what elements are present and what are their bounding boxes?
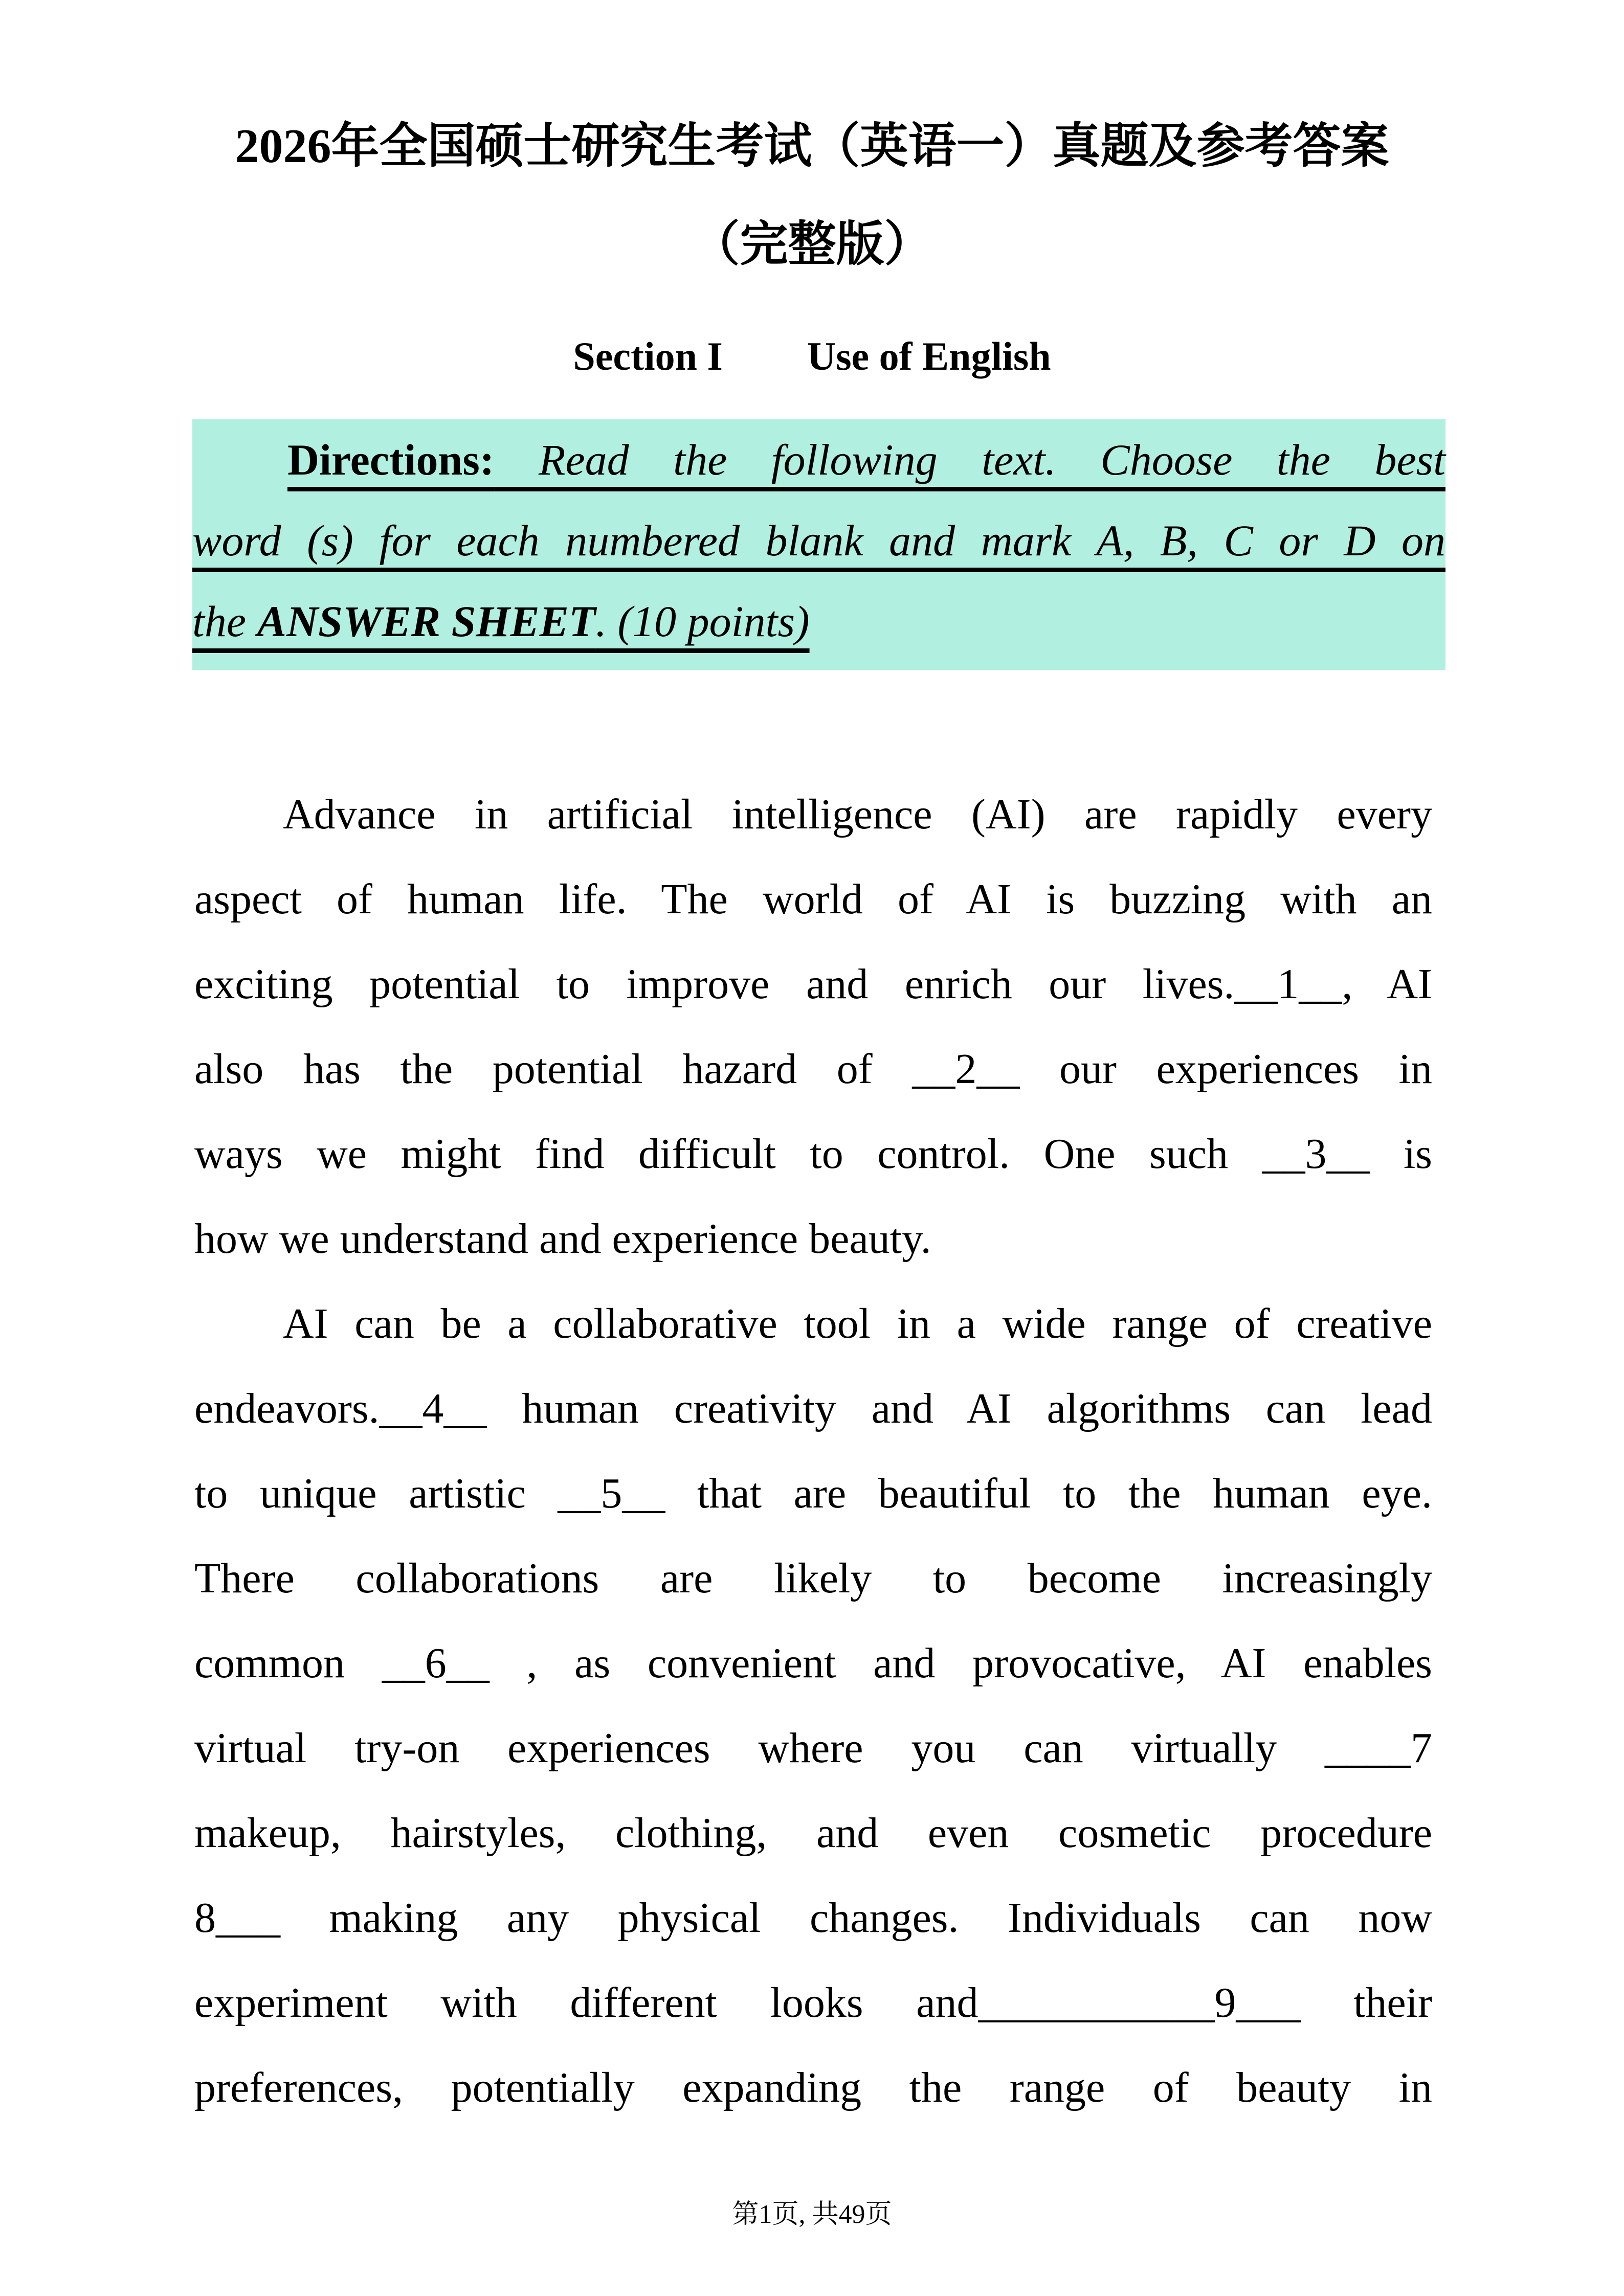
- passage-line: virtual try-on experiences where you can virtually ____7: [194, 1724, 1432, 1772]
- directions-box: [192, 419, 1445, 670]
- section-title: Use of English: [807, 334, 1051, 378]
- section-label: Section I: [573, 334, 723, 378]
- cloze-passage: [194, 772, 1432, 2130]
- document-title-line1: 2026年全国硕士研究生考试（英语一）真题及参考答案: [235, 120, 1389, 173]
- document-title-line2: （完整版）: [692, 218, 932, 271]
- passage-line: preferences, potentially expanding the range of beauty in: [194, 2064, 1432, 2111]
- answer-sheet-emphasis: ANSWER SHEET: [257, 597, 596, 646]
- directions-line-1: [192, 419, 1445, 500]
- passage-line: to unique artistic __5__ that are beautiful to the human eye.: [194, 1470, 1432, 1517]
- directions-line-3: [192, 581, 1445, 662]
- directions-line3-pre: the: [192, 597, 257, 646]
- directions-line-2: word (s) for each numbered blank and mark A, B, C or D on: [192, 516, 1445, 565]
- passage-line: There collaborations are likely to become increasingly: [194, 1555, 1432, 1602]
- passage-line: 8___ making any physical changes. Individuals can now: [194, 1894, 1432, 1942]
- passage-line: endeavors.__4__ human creativity and AI algorithms can lead: [194, 1385, 1432, 1432]
- passage-line: aspect of human life. The world of AI is buzzing with an: [194, 875, 1432, 923]
- directions-line3-post: . (10 points): [595, 597, 810, 646]
- passage-line: common __6__ , as convenient and provocative, AI enables: [194, 1639, 1432, 1687]
- directions-label: Directions:: [287, 435, 495, 484]
- passage-paragraph-2: [194, 1281, 1432, 2130]
- directions-line1-text: Read the following text. Choose the best: [494, 435, 1445, 484]
- page-number-footer: 第1页, 共49页: [732, 2200, 892, 2229]
- passage-line: AI can be a collaborative tool in a wide range of creative: [283, 1300, 1432, 1347]
- passage-line: experiment with different looks and___________9___ their: [194, 1979, 1432, 2027]
- section-heading: [0, 334, 1624, 378]
- passage-line: Advance in artificial intelligence (AI) are rapidly every: [283, 791, 1432, 838]
- passage-line: also has the potential hazard of __2__ our experiences in: [194, 1045, 1432, 1093]
- passage-line: exciting potential to improve and enrich our lives.__1__, AI: [194, 960, 1432, 1008]
- passage-paragraph-1: [194, 772, 1432, 1281]
- passage-line: makeup, hairstyles, clothing, and even cosmetic procedure: [194, 1809, 1432, 1857]
- passage-line: ways we might find difficult to control. One such __3__ is: [194, 1130, 1432, 1178]
- passage-line: how we understand and experience beauty.: [194, 1215, 931, 1263]
